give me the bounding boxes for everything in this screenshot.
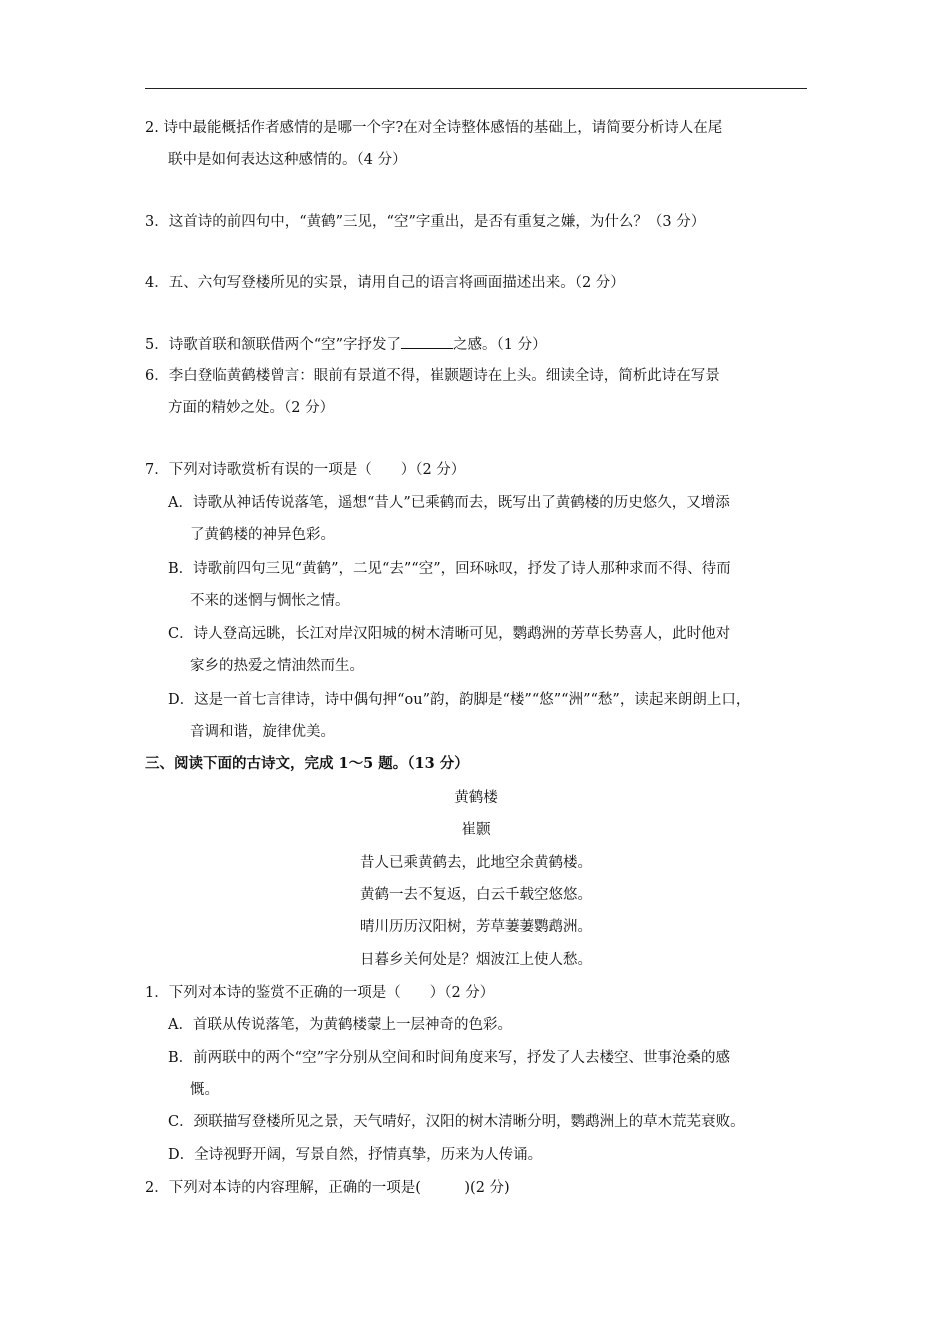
- poem-line-4: 日暮乡关何处是？烟波江上使人愁。: [360, 952, 592, 968]
- sub-question-1-stem: 1．下列对本诗的鉴赏不正确的一项是（ ）（2 分）: [145, 985, 495, 1001]
- option-c-line2: 家乡的热爱之情油然而生。: [190, 658, 364, 674]
- question-5-after: 之感。（1 分）: [453, 337, 547, 353]
- poem-title: 黄鹤楼: [454, 790, 498, 806]
- sub-option-c: C．颈联描写登楼所见之景，天气晴好，汉阳的树木清晰分明，鹦鹉洲上的草木荒芜衰败。: [168, 1114, 745, 1130]
- poem-line-1: 昔人已乘黄鹤去，此地空余黄鹤楼。: [360, 855, 592, 871]
- question-7-stem: 7．下列对诗歌赏析有误的一项是（ ）（2 分）: [145, 462, 466, 478]
- option-b-line2: 不来的迷惘与惆怅之情。: [190, 593, 350, 609]
- option-a-line1: A．诗歌从神话传说落笔，遥想“昔人”已乘鹤而去，既写出了黄鹤楼的历史悠久，又增添: [168, 495, 730, 511]
- option-c-line1: C．诗人登高远眺，长江对岸汉阳城的树木清晰可见，鹦鹉洲的芳草长势喜人，此时他对: [168, 626, 731, 642]
- option-b-line1: B．诗歌前四句三见“黄鹤”，二见“去”“空”，回环咏叹，抒发了诗人那种求而不得、待而: [168, 561, 731, 577]
- question-2-line2: 联中是如何表达这种感情的。（4 分）: [168, 152, 407, 168]
- question-2-line1: 2. 诗中最能概括作者感情的是哪一个字?在对全诗整体感悟的基础上，请简要分析诗人在尾: [145, 120, 723, 136]
- sub-option-b-line2: 慨。: [190, 1082, 219, 1098]
- section-3-heading: 三、阅读下面的古诗文，完成 1～5 题。（13 分）: [145, 755, 469, 772]
- question-5-before: 5．诗歌首联和颔联借两个“空”字抒发了: [145, 337, 402, 353]
- option-d-line2: 音调和谐，旋律优美。: [190, 724, 335, 740]
- sub-question-2-stem: 2．下列对本诗的内容理解，正确的一项是( )(2 分): [145, 1180, 510, 1196]
- option-d-line1: D．这是一首七言律诗，诗中偶句押“ou”韵，韵脚是“楼”“悠”“洲”“愁”，读起来朗朗上口，: [168, 692, 751, 708]
- poem-line-2: 黄鹤一去不复返，白云千载空悠悠。: [360, 887, 592, 903]
- header-rule: [145, 88, 807, 89]
- answer-blank[interactable]: [401, 334, 453, 349]
- sub-option-d: D．全诗视野开阔，写景自然，抒情真挚，历来为人传诵。: [168, 1147, 543, 1163]
- poem-author: 崔颢: [461, 822, 491, 838]
- question-5: [145, 334, 547, 355]
- question-6-line1: 6．李白登临黄鹤楼曾言：眼前有景道不得，崔颢题诗在上头。细读全诗，简析此诗在写景: [145, 368, 720, 384]
- poem-line-3: 晴川历历汉阳树，芳草萋萋鹦鹉洲。: [360, 919, 592, 935]
- sub-option-b-line1: B．前两联中的两个“空”字分别从空间和时间角度来写，抒发了人去楼空、世事沧桑的感: [168, 1050, 730, 1066]
- question-4: 4．五、六句写登楼所见的实景，请用自己的语言将画面描述出来。（2 分）: [145, 275, 625, 291]
- sub-option-a: A．首联从传说落笔，为黄鹤楼蒙上一层神奇的色彩。: [168, 1017, 512, 1033]
- question-3: 3．这首诗的前四句中，“黄鹤”三见，“空”字重出，是否有重复之嫌，为什么？（3 分）: [145, 214, 706, 230]
- question-6-line2: 方面的精妙之处。（2 分）: [168, 400, 335, 416]
- option-a-line2: 了黄鹤楼的神异色彩。: [190, 527, 335, 543]
